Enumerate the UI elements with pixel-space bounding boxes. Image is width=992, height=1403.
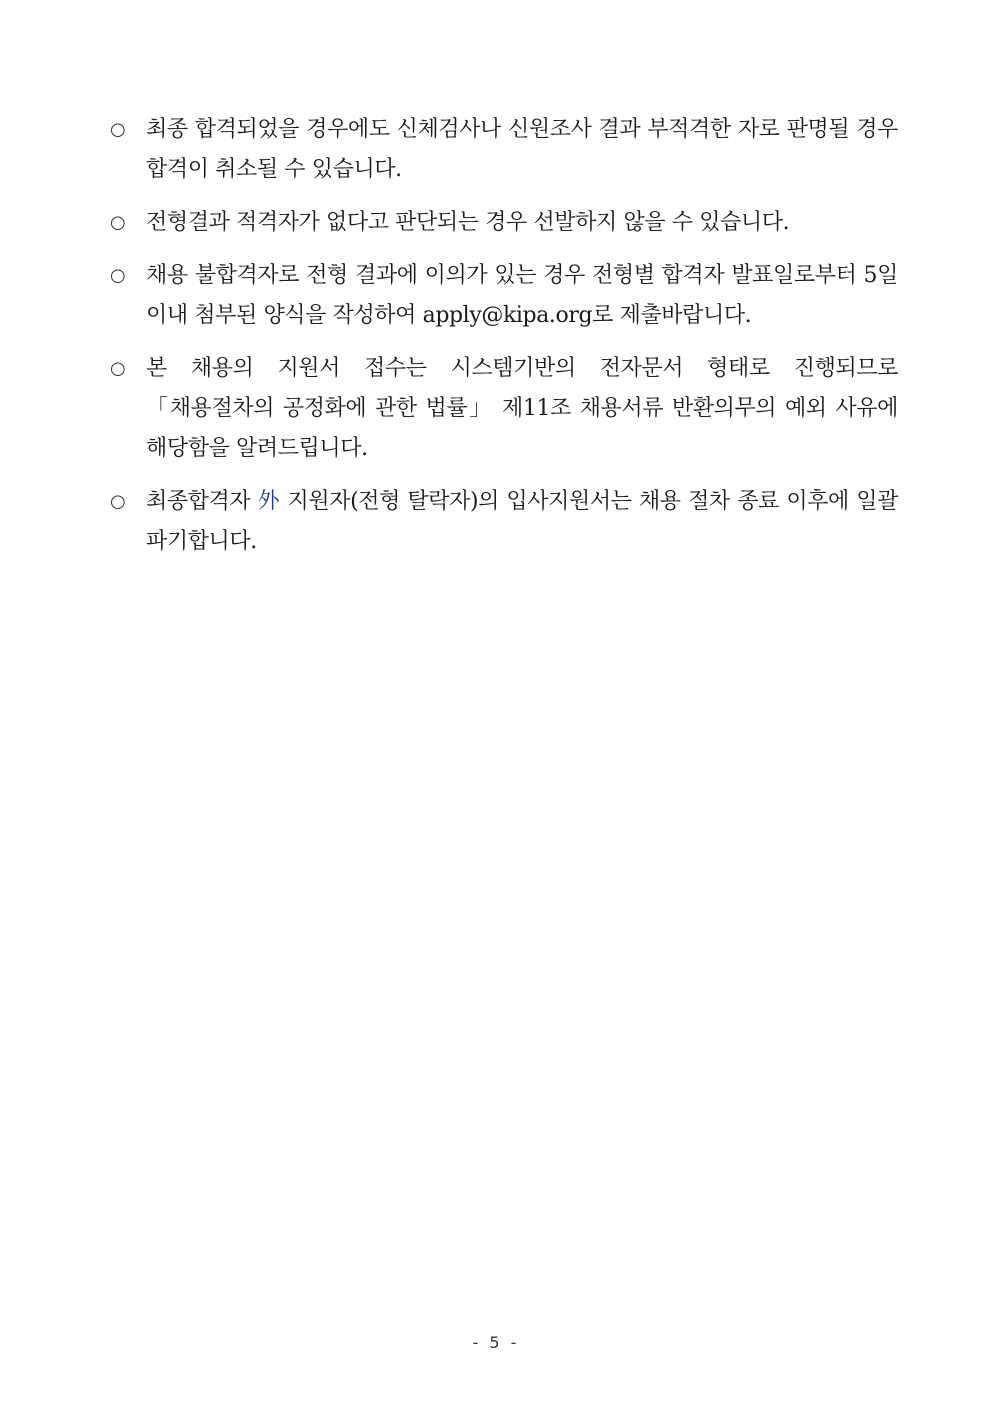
notice-text: 본 채용의 지원서 접수는 시스템기반의 전자문서 형태로 진행되므로 「채용절차의 공정화에 관한 법률」 제11조 채용서류 반환의무의 예외 사유에 해당함을 알려드립니다. (146, 356, 898, 461)
notice-text (146, 482, 898, 562)
page-number: - 5 - (472, 1333, 520, 1352)
bullet-circle-icon: ○ (110, 212, 126, 233)
notice-text: 채용 불합격자로 전형 결과에 이의가 있는 경우 전형별 합격자 발표일로부터 5일 이내 첨부된 양식을 작성하여 apply@kipa.org로 제출바랍니다. (146, 263, 898, 328)
notice-text: 최종 합격되었을 경우에도 신체검사나 신원조사 결과 부적격한 자로 판명될 경우 합격이 취소될 수 있습니다. (146, 117, 898, 182)
bullet-circle-icon: ○ (110, 119, 126, 140)
bullet-circle-icon: ○ (110, 265, 126, 286)
notice-text-before: 최종합격자 (146, 489, 258, 514)
notice-text: 전형결과 적격자가 없다고 판단되는 경우 선발하지 않을 수 있습니다. (146, 210, 790, 235)
bullet-circle-icon: ○ (110, 358, 126, 379)
notice-list (108, 110, 898, 575)
hanja-outside: 外 (257, 489, 281, 514)
list-item (108, 203, 898, 243)
list-item (108, 349, 898, 469)
list-item (108, 256, 898, 336)
list-item (108, 110, 898, 190)
notice-text-after: 지원자(전형 탈락자)의 입사지원서는 채용 절차 종료 이후에 일괄 파기합니다. (146, 489, 899, 554)
bullet-circle-icon: ○ (110, 491, 126, 512)
list-item (108, 482, 898, 562)
